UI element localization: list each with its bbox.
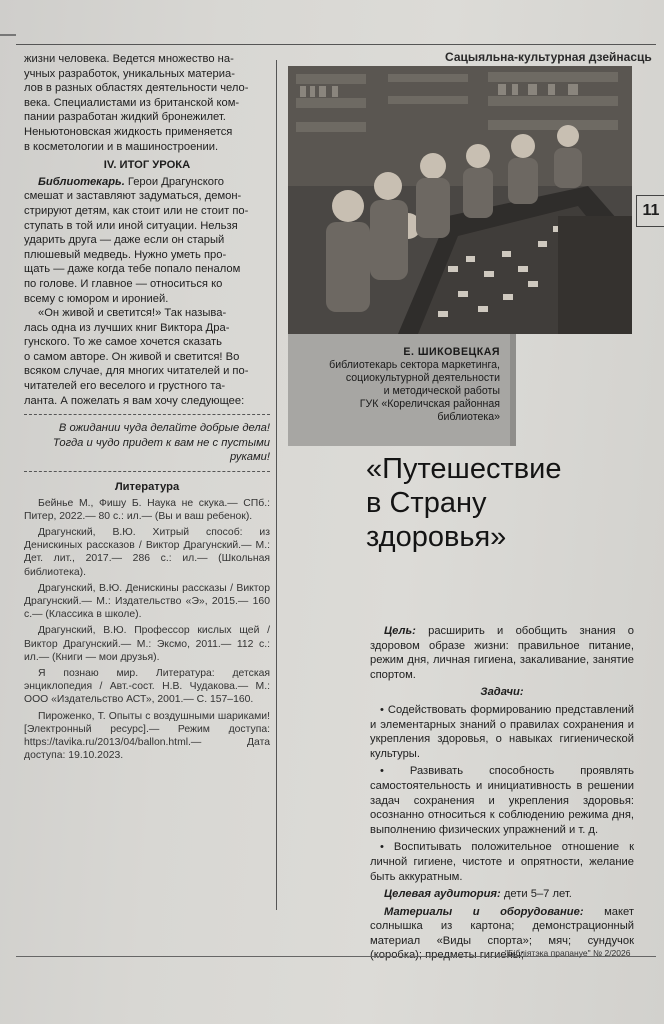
materials-text: макет солнышка из картона; демонстрационный материал «Виды спорта»; мяч; сундучок [370, 905, 634, 947]
para-text: Герои Драгунского [124, 175, 225, 188]
footer-journal: "Бібліятэка прапануе" № 2/2026 [505, 948, 631, 958]
intro-line: жизни человека. Ведется множество на- [24, 53, 234, 65]
para-line: смешат и заставляют задуматься, демон- [24, 190, 242, 203]
running-title: Сацыяльна-культурная дзейнасць [445, 50, 652, 64]
title-line: в Страну [366, 487, 487, 519]
para-line: по голове. И главное — относиться ко [24, 277, 223, 290]
audience-paragraph [370, 887, 634, 902]
reference-item: Пироженко, Т. Опыты с воздушными шариками! [Электронный ресурс].— Режим доступа: https://tavika.ru/2013/04/ballon.html.— Дата доступа: 19.10.2023. [24, 710, 270, 762]
para-line: «Он живой и светится!» Так называ- [38, 307, 227, 320]
divider [24, 414, 270, 415]
section-title: IV. ИТОГ УРОКА [103, 159, 191, 172]
goal-paragraph [370, 624, 634, 682]
literature-title: Литература [114, 481, 180, 494]
motto-line: руками! [230, 451, 270, 464]
author-name: Е. ШИКОВЕЦКАЯ [403, 346, 500, 358]
para-line: плюшевый медведь. Нужно уметь про- [24, 248, 227, 261]
task-item: • Развивать способность проявлять самостоятельность и инициативность в решении задач сохранения и укрепления здоровья: осознанно относиться к соблюдению режима дня, выполнению физических упражнений и т. д. [370, 765, 634, 836]
para-line: щать — даже когда тебе попало пеналом [24, 263, 241, 276]
para-line: ланта. А пожелать я вам хочу следующее: [24, 394, 245, 407]
page-number: 11 [636, 195, 664, 227]
materials-label: Материалы и оборудование: [384, 905, 584, 918]
reference-item: Бейнье М., Фишу Б. Наука не скука.— СПб.: Питер, 2022.— 80 с.: ил.— (Вы и ваш ребенок). [24, 497, 270, 522]
para-line: ступать в той или иной ситуации. Нельзя [24, 219, 238, 232]
children-at-table-image [288, 66, 632, 334]
reference-item: Я познаю мир. Литература: детская энциклопедия / Авт.-сост. Н.В. Чудакова.— М.: ООО «Издательство АСТ», 2001.— С. 157–160. [24, 668, 270, 706]
author-position-line: библиотекарь сектора маркетинга, [329, 359, 500, 371]
author-position-line: ГУК «Кореличская районная [359, 398, 500, 410]
divider [24, 471, 270, 472]
author-position-line: и методической работы [383, 385, 500, 397]
intro-line: учных разработок, уникальных материа- [24, 67, 235, 80]
reference-item: Драгунский, В.Ю. Денискины рассказы / Виктор Драгунский.— М.: Издательство «Э», 2015.— 160 с.— (Классика в школе). [24, 582, 270, 621]
author-block [288, 334, 516, 446]
reference-item: Драгунский, В.Ю. Профессор кислых щей / Виктор Драгунский.— М.: Эксмо, 2011.— 112 с.: ил.— (Книги — мои друзья). [24, 625, 270, 663]
para-line [24, 175, 270, 190]
audience-text: дети 5–7 лет. [500, 888, 572, 901]
reference-item: Драгунский, В.Ю. Хитрый способ: из Денискиных рассказов / Виктор Драгунский.— М.: Дет. лит., 2017.— 286 с.: ил.— (Школьная библиотека). [24, 527, 270, 578]
para-line: читателей его веселого и грустного та- [24, 380, 226, 393]
author-position-line: социокультурной деятельности [345, 372, 500, 384]
tasks-label: Задачи: [480, 686, 524, 699]
motto-line: В ожидании чуда делайте добрые дела! [58, 422, 270, 435]
para-line: всяком случае, для многих читателей и по- [24, 365, 249, 378]
intro-line: пании разработан жидкий бронежилет. [24, 111, 226, 124]
article-title [366, 452, 646, 554]
speaker-label: Библиотекарь. [38, 175, 125, 188]
para-line: стрируют детям, как стоит или не стоит по- [24, 204, 249, 217]
edge-mark [0, 34, 16, 36]
para-line: ударить друга — даже если он старый [24, 234, 225, 247]
goal-label: Цель: [384, 625, 416, 637]
task-item: • Содействовать формированию представлений и элементарных знаний о правилах сохранения и укрепления здоровья, о навыках гигиенической культуры. [370, 703, 634, 760]
left-column [24, 52, 270, 765]
task-item: • Воспитывать положительное отношение к личной гигиене, чистоте и опрятности, желание быть аккуратным. [370, 841, 634, 883]
para-line: гунского. То же самое хочется сказать [24, 336, 222, 349]
author-position-line: библиотека» [437, 411, 500, 423]
title-line: «Путешествие [366, 453, 562, 485]
intro-line: Неньютоновская жидкость применяется [24, 125, 233, 138]
intro-line: века. Специалистами из британской ком- [24, 96, 240, 109]
intro-line: в косметологии и в машиностроении. [24, 140, 219, 153]
header-rule [16, 44, 656, 45]
audience-label: Целевая аудитория: [384, 888, 501, 901]
motto-line: Тогда и чудо придет к вам не с пустыми [52, 436, 270, 449]
goal-text: расширить и обобщить знания о здоровом образе жизни: правильное питание, режим дня, личная гигиена, закаливание, занятие спортом. [370, 625, 634, 681]
para-line: лась одна из лучших книг Виктора Дра- [24, 321, 230, 334]
column-divider [276, 60, 277, 910]
para-line: всему с юмором и иронией. [24, 292, 169, 305]
intro-line: лов в разных областях деятельности чело- [24, 82, 249, 95]
library-photo [288, 66, 632, 334]
para-line: о самом авторе. Он живой и светится! Во [24, 350, 240, 363]
right-column [370, 624, 634, 966]
title-line: здоровья» [366, 521, 507, 553]
